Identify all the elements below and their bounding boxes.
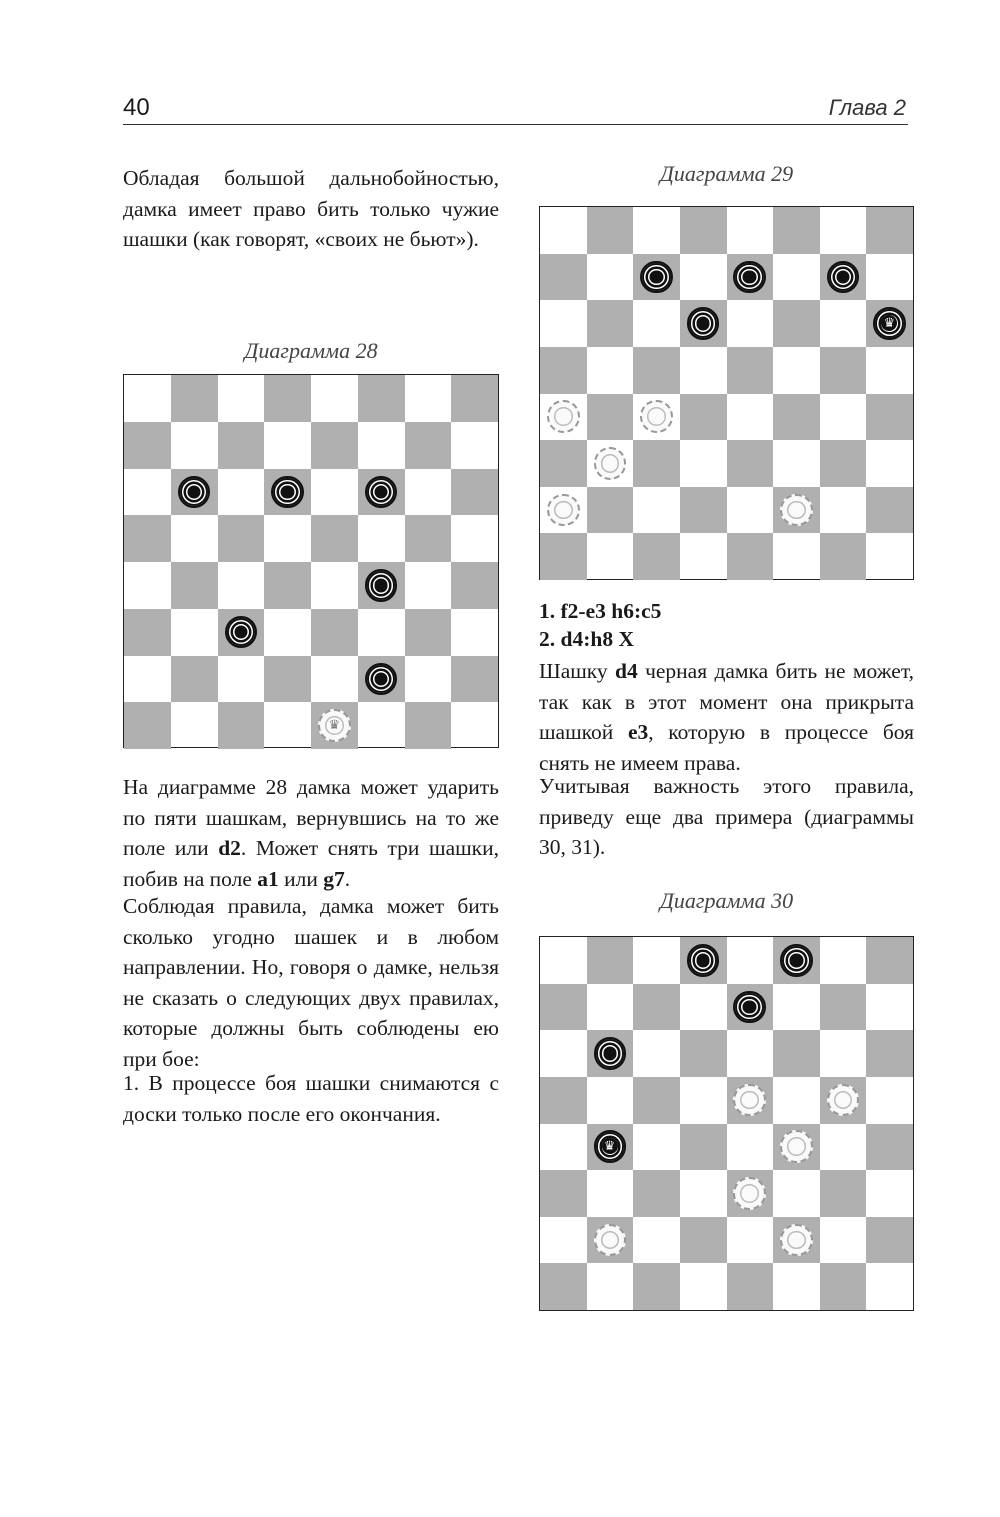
light-square	[540, 207, 587, 254]
light-square	[866, 984, 913, 1031]
dark-square	[358, 375, 405, 422]
text-run: черная дамка бить не может, так как в этот момент она прикрыта шашкой	[539, 659, 914, 744]
light-square	[171, 702, 218, 749]
dark-square	[171, 375, 218, 422]
light-square	[358, 515, 405, 562]
light-square	[587, 347, 634, 394]
dark-square	[773, 207, 820, 254]
light-square	[451, 515, 498, 562]
dark-square	[633, 533, 680, 580]
dark-square	[820, 347, 867, 394]
dark-square	[633, 1263, 680, 1310]
dark-square	[866, 394, 913, 441]
dark-square	[540, 347, 587, 394]
light-square	[727, 394, 774, 441]
light-square	[311, 656, 358, 703]
light-square	[633, 1030, 680, 1077]
light-square	[727, 300, 774, 347]
dark-square	[633, 347, 680, 394]
diagram-28-caption: Диаграмма 28	[244, 338, 378, 363]
text-run: или	[278, 866, 324, 891]
dark-square	[866, 1124, 913, 1171]
dark-square	[451, 562, 498, 609]
dark-square	[773, 394, 820, 441]
square-ref: g7	[323, 866, 345, 891]
dark-square	[773, 1030, 820, 1077]
light-square	[311, 469, 358, 516]
white-checker-e3	[733, 1177, 766, 1210]
light-square	[587, 254, 634, 301]
examples-paragraph: Учитывая важность этого правила, приведу еще два примера (диаграммы 30, 31).	[539, 774, 914, 859]
dark-square	[405, 609, 452, 656]
dark-square	[451, 469, 498, 516]
rules-paragraph: Соблюдая правила, дамка может бить сколько угодно шашек и в любом направлении. Но, говоря о дамке, нельзя не сказать о следующих двух правилах, которые должны быть соблюдены ею при бое:	[123, 894, 499, 1071]
light-square	[680, 1170, 727, 1217]
dark-square	[633, 440, 680, 487]
dark-square	[866, 1030, 913, 1077]
square-ref: d2	[218, 836, 241, 860]
light-square	[633, 937, 680, 984]
light-square	[727, 937, 774, 984]
light-square	[587, 533, 634, 580]
light-square	[124, 656, 171, 703]
light-square	[218, 562, 265, 609]
light-square	[264, 422, 311, 469]
dark-square	[587, 300, 634, 347]
black-checker-e7	[733, 991, 766, 1024]
light-square	[820, 207, 867, 254]
dark-square	[820, 533, 867, 580]
light-square	[866, 254, 913, 301]
light-square	[405, 656, 452, 703]
dark-square	[405, 702, 452, 749]
black-checker-f8	[780, 944, 813, 977]
intro-paragraph: Обладая большой дальнобойностью, дамка имеет право бить только чужие шашки (как говорят, «своих не бьют»).	[123, 166, 499, 251]
light-square	[124, 469, 171, 516]
light-square	[633, 207, 680, 254]
white-checker-f2	[780, 494, 813, 527]
dark-square	[311, 609, 358, 656]
dark-square	[124, 515, 171, 562]
dark-square	[218, 515, 265, 562]
dark-square	[820, 1170, 867, 1217]
dark-square	[264, 375, 311, 422]
light-square	[680, 1077, 727, 1124]
light-square	[820, 937, 867, 984]
light-square	[358, 422, 405, 469]
dark-square	[264, 562, 311, 609]
black-checker-e7	[733, 261, 766, 294]
page-header	[123, 88, 908, 125]
dark-square	[540, 1263, 587, 1310]
dark-square	[680, 394, 727, 441]
dark-square	[680, 1030, 727, 1077]
rule-1-paragraph: 1. В процессе боя шашки снимаются с доски только после его окончания.	[123, 1071, 499, 1126]
dark-square	[451, 375, 498, 422]
light-square	[171, 515, 218, 562]
light-square	[540, 1124, 587, 1171]
dark-square	[727, 440, 774, 487]
crown-icon: ♛	[602, 1138, 618, 1154]
black-checker-d6	[687, 307, 720, 340]
dark-square	[773, 300, 820, 347]
white-checker-b3	[594, 447, 627, 480]
dark-square	[540, 1170, 587, 1217]
light-square	[773, 533, 820, 580]
text-run: Шашку	[539, 659, 616, 683]
light-square	[866, 347, 913, 394]
diagram-30-caption: Диаграмма 30	[659, 888, 794, 913]
light-square	[540, 300, 587, 347]
light-square	[171, 609, 218, 656]
dark-square	[587, 394, 634, 441]
dark-square	[820, 1263, 867, 1310]
dark-square	[866, 487, 913, 534]
black-checker-c7	[640, 261, 673, 294]
light-square	[773, 254, 820, 301]
black-checker-d6	[271, 476, 304, 509]
diagram-30-board	[539, 936, 914, 1311]
black-checker-d8	[687, 944, 720, 977]
light-square	[773, 984, 820, 1031]
light-square	[540, 937, 587, 984]
black-king-b4	[594, 1130, 627, 1163]
dark-square	[727, 1263, 774, 1310]
light-square	[820, 300, 867, 347]
diagram-28-explanation	[123, 772, 499, 894]
light-square	[727, 487, 774, 534]
light-square	[773, 1170, 820, 1217]
dark-square	[171, 656, 218, 703]
light-square	[587, 1170, 634, 1217]
light-square	[727, 1030, 774, 1077]
dark-square	[218, 702, 265, 749]
light-square	[171, 422, 218, 469]
white-king-e1	[318, 709, 351, 742]
diagram-28-board	[123, 374, 499, 748]
square-ref: a1	[257, 866, 279, 891]
light-square	[218, 375, 265, 422]
dark-square	[587, 207, 634, 254]
dark-square	[124, 702, 171, 749]
dark-square	[820, 984, 867, 1031]
diagram-29-explanation	[539, 656, 914, 778]
light-square	[358, 609, 405, 656]
light-square	[587, 1077, 634, 1124]
light-square	[405, 375, 452, 422]
black-checker-f4	[365, 569, 398, 602]
light-square	[866, 1170, 913, 1217]
light-square	[727, 1124, 774, 1171]
light-square	[727, 1217, 774, 1264]
light-square	[405, 562, 452, 609]
light-square	[820, 487, 867, 534]
move-line-1: 1. f2-e3 h6:c5	[539, 599, 662, 623]
light-square	[633, 1217, 680, 1264]
dark-square	[587, 937, 634, 984]
light-square	[866, 1263, 913, 1310]
light-square	[773, 347, 820, 394]
light-square	[451, 702, 498, 749]
dark-square	[866, 207, 913, 254]
dark-square	[680, 207, 727, 254]
light-square	[727, 207, 774, 254]
light-square	[587, 984, 634, 1031]
light-square	[540, 1030, 587, 1077]
light-square	[124, 562, 171, 609]
white-checker-c4	[640, 400, 673, 433]
light-square	[773, 1263, 820, 1310]
light-square	[264, 609, 311, 656]
dark-square	[540, 254, 587, 301]
square-ref: d4	[615, 659, 638, 683]
chapter-title: Глава 2	[828, 95, 906, 120]
light-square	[866, 440, 913, 487]
light-square	[680, 440, 727, 487]
light-square	[680, 533, 727, 580]
dark-square	[633, 1170, 680, 1217]
light-square	[311, 375, 358, 422]
diagram-29-caption: Диаграмма 29	[659, 161, 794, 186]
light-square	[587, 1263, 634, 1310]
light-square	[633, 300, 680, 347]
light-square	[218, 656, 265, 703]
light-square	[820, 1217, 867, 1264]
light-square	[633, 1124, 680, 1171]
dark-square	[124, 422, 171, 469]
dark-square	[311, 515, 358, 562]
dark-square	[633, 984, 680, 1031]
light-square	[451, 422, 498, 469]
diagram-29-board	[539, 206, 914, 580]
light-square	[680, 984, 727, 1031]
light-square	[866, 533, 913, 580]
dark-square	[680, 1124, 727, 1171]
dark-square	[866, 937, 913, 984]
white-checker-a4	[547, 400, 580, 433]
light-square	[540, 1217, 587, 1264]
dark-square	[540, 533, 587, 580]
page-number: 40	[123, 94, 150, 121]
light-square	[451, 609, 498, 656]
light-square	[773, 440, 820, 487]
dark-square	[866, 1217, 913, 1264]
dark-square	[405, 422, 452, 469]
dark-square	[587, 487, 634, 534]
light-square	[218, 469, 265, 516]
black-king-h6	[873, 307, 906, 340]
dark-square	[680, 1217, 727, 1264]
dark-square	[727, 533, 774, 580]
dark-square	[311, 422, 358, 469]
dark-square	[540, 1077, 587, 1124]
light-square	[311, 562, 358, 609]
black-checker-b6	[594, 1037, 627, 1070]
light-square	[773, 1077, 820, 1124]
text-run: , которую в процессе боя снять не имеем права.	[539, 720, 915, 775]
dark-square	[633, 1077, 680, 1124]
dark-square	[171, 562, 218, 609]
light-square	[820, 394, 867, 441]
light-square	[680, 1263, 727, 1310]
dark-square	[820, 440, 867, 487]
light-square	[358, 702, 405, 749]
dark-square	[264, 656, 311, 703]
light-square	[264, 702, 311, 749]
dark-square	[451, 656, 498, 703]
dark-square	[540, 440, 587, 487]
square-ref: e3	[627, 720, 649, 744]
dark-square	[124, 609, 171, 656]
light-square	[820, 1124, 867, 1171]
light-square	[264, 515, 311, 562]
text-run: . Может снять три шашки, побив на поле	[123, 836, 499, 891]
dark-square	[727, 347, 774, 394]
crown-icon: ♛	[881, 315, 897, 331]
light-square	[866, 1077, 913, 1124]
light-square	[124, 375, 171, 422]
dark-square	[218, 422, 265, 469]
light-square	[633, 487, 680, 534]
text-run: На диаграмме 28 дамка может ударить по пяти шашкам, вернувшись на то же поле или	[123, 775, 499, 860]
light-square	[820, 1030, 867, 1077]
white-checker-a2	[547, 494, 580, 527]
crown-icon: ♛	[328, 718, 341, 734]
light-square	[680, 347, 727, 394]
text-run: .	[344, 866, 351, 891]
light-square	[680, 254, 727, 301]
move-line-2: 2. d4:h8 X	[539, 627, 634, 651]
white-checker-f2	[780, 1224, 813, 1257]
light-square	[405, 469, 452, 516]
dark-square	[540, 984, 587, 1031]
dark-square	[680, 487, 727, 534]
white-checker-f4	[780, 1130, 813, 1163]
dark-square	[405, 515, 452, 562]
